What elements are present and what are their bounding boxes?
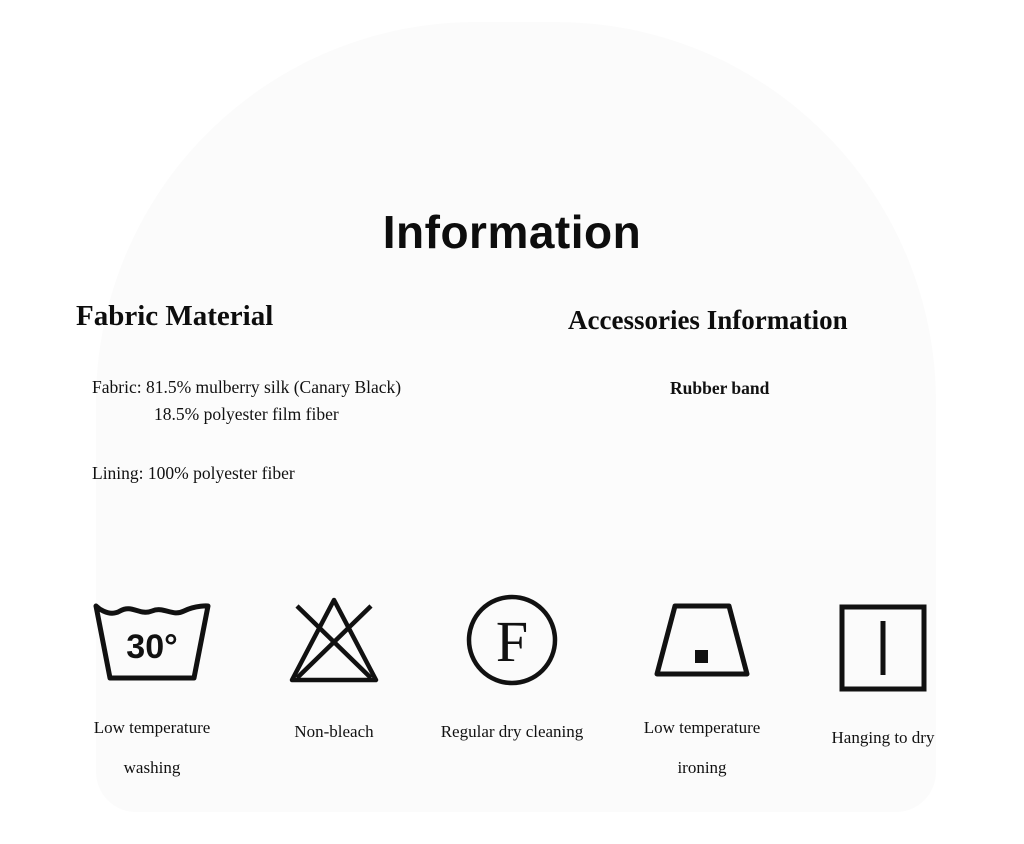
care-symbol-low-temperature-ironing — [604, 590, 800, 788]
care-label-ironing-line2: ironing — [677, 758, 727, 777]
iron-one-dot-icon — [604, 590, 800, 690]
accessories-information-heading: Accessories Information — [568, 305, 848, 335]
accessories-item-rubber-band: Rubber band — [670, 378, 770, 398]
care-label-non-bleach — [244, 712, 424, 752]
care-label-non-bleach-line1: Non-bleach — [294, 722, 374, 741]
dry-clean-circle-f-icon — [414, 590, 610, 690]
care-label-ironing-line1: Low temperature — [643, 718, 761, 737]
care-symbol-low-temperature-washing — [52, 590, 252, 788]
svg-text:F: F — [495, 609, 529, 674]
care-symbol-non-bleach — [244, 590, 424, 752]
care-symbol-hanging-to-dry — [790, 598, 976, 758]
fabric-composition-line-2: 18.5% polyester film fiber — [154, 404, 339, 424]
fabric-composition-line-1: Fabric: 81.5% mulberry silk (Canary Black) — [92, 377, 402, 397]
wash-tub-30-icon — [52, 590, 252, 690]
care-label-dry-cleaning-line1: Regular dry cleaning — [440, 722, 584, 741]
fabric-material-heading: Fabric Material — [76, 300, 274, 332]
care-label-washing — [52, 708, 252, 788]
fabric-material-body — [92, 374, 401, 487]
care-label-washing-line2: washing — [123, 758, 181, 777]
care-label-hang-to-dry-line1: Hanging to dry — [831, 728, 935, 747]
hang-to-dry-square-icon — [790, 598, 976, 698]
svg-text:30°: 30° — [126, 628, 178, 666]
care-label-ironing — [604, 708, 800, 788]
do-not-bleach-triangle-icon — [244, 590, 424, 690]
care-label-washing-line1: Low temperature — [93, 718, 211, 737]
care-symbol-regular-dry-cleaning — [414, 590, 610, 752]
page-title: Information — [382, 206, 642, 258]
care-label-dry-cleaning — [414, 712, 610, 752]
care-symbols-row — [0, 590, 1024, 820]
care-label-hang-to-dry — [790, 718, 976, 758]
fabric-lining-line: Lining: 100% polyester fiber — [92, 463, 295, 483]
